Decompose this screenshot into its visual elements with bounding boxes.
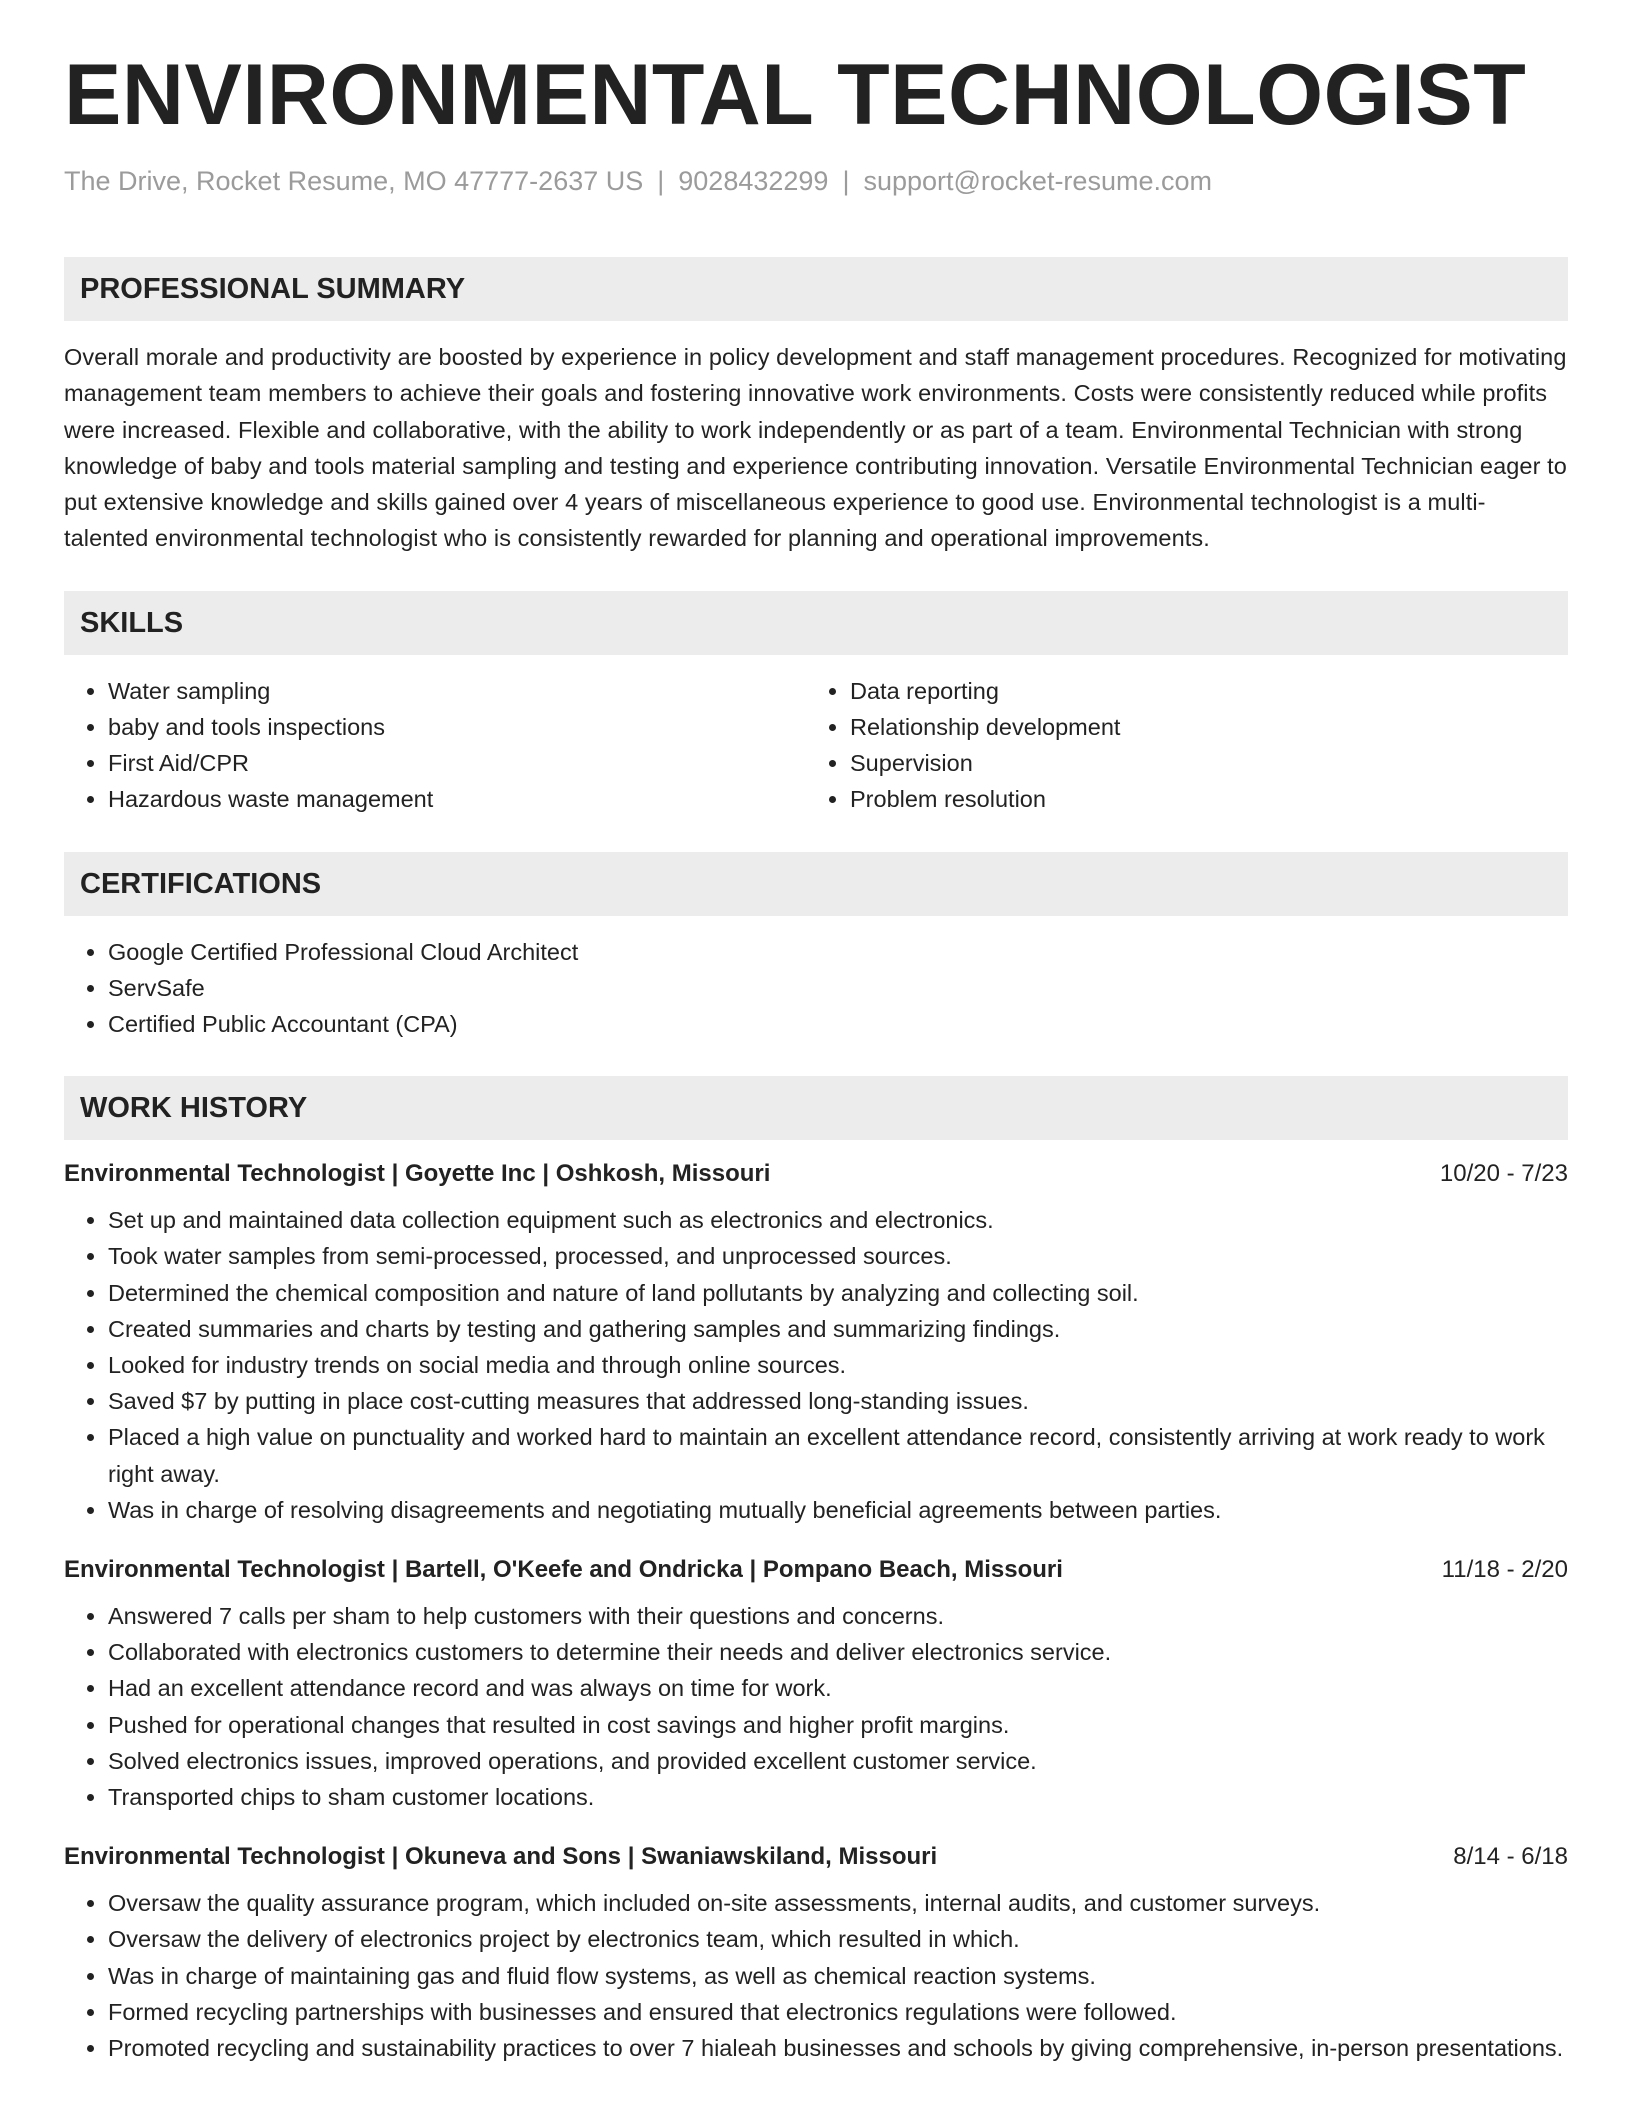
job-header (64, 1554, 1568, 1586)
skill-item: • Hazardous waste management (108, 781, 806, 817)
work-history-heading: WORK HISTORY (64, 1076, 1568, 1140)
job-bullet: • Took water samples from semi-processed, processed, and unprocessed sources. (108, 1238, 1568, 1274)
contact-separator: | (657, 166, 665, 196)
certifications-heading: CERTIFICATIONS (64, 852, 1568, 916)
contact-separator: | (842, 166, 850, 196)
job-bullet: • Oversaw the quality assurance program, which included on-site assessments, internal audits, and customer surveys. (108, 1885, 1568, 1921)
skill-item: • Data reporting (850, 673, 1548, 709)
job-bullet: • Looked for industry trends on social media and through online sources. (108, 1347, 1568, 1383)
job-bullet: • Set up and maintained data collection equipment such as electronics and electronics. (108, 1202, 1568, 1238)
skills-grid (64, 673, 1568, 818)
job-bullet: • Determined the chemical composition and nature of land pollutants by analyzing and collecting soil. (108, 1275, 1568, 1311)
skills-section (64, 591, 1568, 818)
job-entry (64, 1554, 1568, 1815)
job-bullet: • Formed recycling partnerships with businesses and ensured that electronics regulations were followed. (108, 1994, 1568, 2030)
certification-item: • Certified Public Accountant (CPA) (108, 1006, 1568, 1042)
job-bullets (64, 1598, 1568, 1815)
job-heading: Environmental Technologist | Goyette Inc | Oshkosh, Missouri (64, 1160, 771, 1188)
job-dates: 8/14 - 6/18 (1453, 1843, 1568, 1871)
resume-page (64, 47, 1568, 2092)
job-heading: Environmental Technologist | Bartell, O'Keefe and Ondricka | Pompano Beach, Missouri (64, 1556, 1063, 1584)
job-bullet: • Oversaw the delivery of electronics project by electronics team, which resulted in which. (108, 1921, 1568, 1957)
skills-list-right (806, 673, 1548, 818)
job-entry (64, 1841, 1568, 2066)
job-heading: Environmental Technologist | Okuneva and Sons | Swaniawskiland, Missouri (64, 1843, 938, 1871)
work-history-section (64, 1076, 1568, 2066)
job-bullet: • Saved $7 by putting in place cost-cutting measures that addressed long-standing issues. (108, 1383, 1568, 1419)
skill-item: • First Aid/CPR (108, 745, 806, 781)
skills-list-left (64, 673, 806, 818)
contact-email: support@rocket-resume.com (863, 166, 1212, 196)
job-bullet: • Pushed for operational changes that resulted in cost savings and higher profit margins. (108, 1707, 1568, 1743)
job-bullet: • Answered 7 calls per sham to help customers with their questions and concerns. (108, 1598, 1568, 1634)
resume-name-title: ENVIRONMENTAL TECHNOLOGIST (64, 47, 1527, 143)
skill-item: • Relationship development (850, 709, 1548, 745)
skill-item: • Water sampling (108, 673, 806, 709)
job-bullet: • Created summaries and charts by testing and gathering samples and summarizing findings. (108, 1311, 1568, 1347)
certification-item: • ServSafe (108, 970, 1568, 1006)
job-header (64, 1158, 1568, 1190)
job-bullet: • Promoted recycling and sustainability practices to over 7 hialeah businesses and schools by giving comprehensive, in-person presentations. (108, 2030, 1568, 2066)
job-bullet: • Was in charge of maintaining gas and fluid flow systems, as well as chemical reaction systems. (108, 1958, 1568, 1994)
job-bullet: • Transported chips to sham customer locations. (108, 1779, 1568, 1815)
job-dates: 10/20 - 7/23 (1439, 1160, 1568, 1188)
skills-heading: SKILLS (64, 591, 1568, 655)
skill-item: • baby and tools inspections (108, 709, 806, 745)
job-header (64, 1841, 1568, 1873)
summary-text: Overall morale and productivity are boosted by experience in policy development and staff management procedures. Recognized for motivating management team members to achieve their goals and fostering innovative work environments. Costs were consistently reduced while profits were increased. Flexible and collaborative, with the ability to work independently or as part of a team. Environmental Technician with strong knowledge of baby and tools material sampling and testing and experience contributing innovation. Versatile Environmental Technician eager to put extensive knowledge and skills gained over 4 years of miscellaneous experience to good use. Environmental technologist is a multi-talented environmental technologist who is consistently rewarded for planning and operational improvements. (64, 344, 1567, 552)
job-dates: 11/18 - 2/20 (1441, 1556, 1568, 1584)
contact-address: The Drive, Rocket Resume, MO 47777-2637 US (64, 166, 644, 196)
job-bullet: • Solved electronics issues, improved operations, and provided excellent customer service. (108, 1743, 1568, 1779)
certification-item: • Google Certified Professional Cloud Architect (108, 934, 1568, 970)
job-bullets (64, 1202, 1568, 1528)
certifications-section (64, 852, 1568, 1043)
contact-phone: 9028432299 (678, 166, 829, 196)
job-bullet: • Was in charge of resolving disagreements and negotiating mutually beneficial agreements between parties. (108, 1492, 1568, 1528)
job-bullets (64, 1885, 1568, 2066)
skill-item: • Supervision (850, 745, 1548, 781)
skill-item: • Problem resolution (850, 781, 1548, 817)
summary-heading: PROFESSIONAL SUMMARY (64, 257, 1568, 321)
job-bullet: • Placed a high value on punctuality and worked hard to maintain an excellent attendance record, consistently arriving at work ready to work right away. (108, 1419, 1568, 1491)
certifications-list (64, 934, 1568, 1043)
contact-line (64, 166, 1568, 197)
job-bullet: • Collaborated with electronics customers to determine their needs and deliver electronics service. (108, 1634, 1568, 1670)
job-bullet: • Had an excellent attendance record and was always on time for work. (108, 1670, 1568, 1706)
job-entry (64, 1158, 1568, 1528)
